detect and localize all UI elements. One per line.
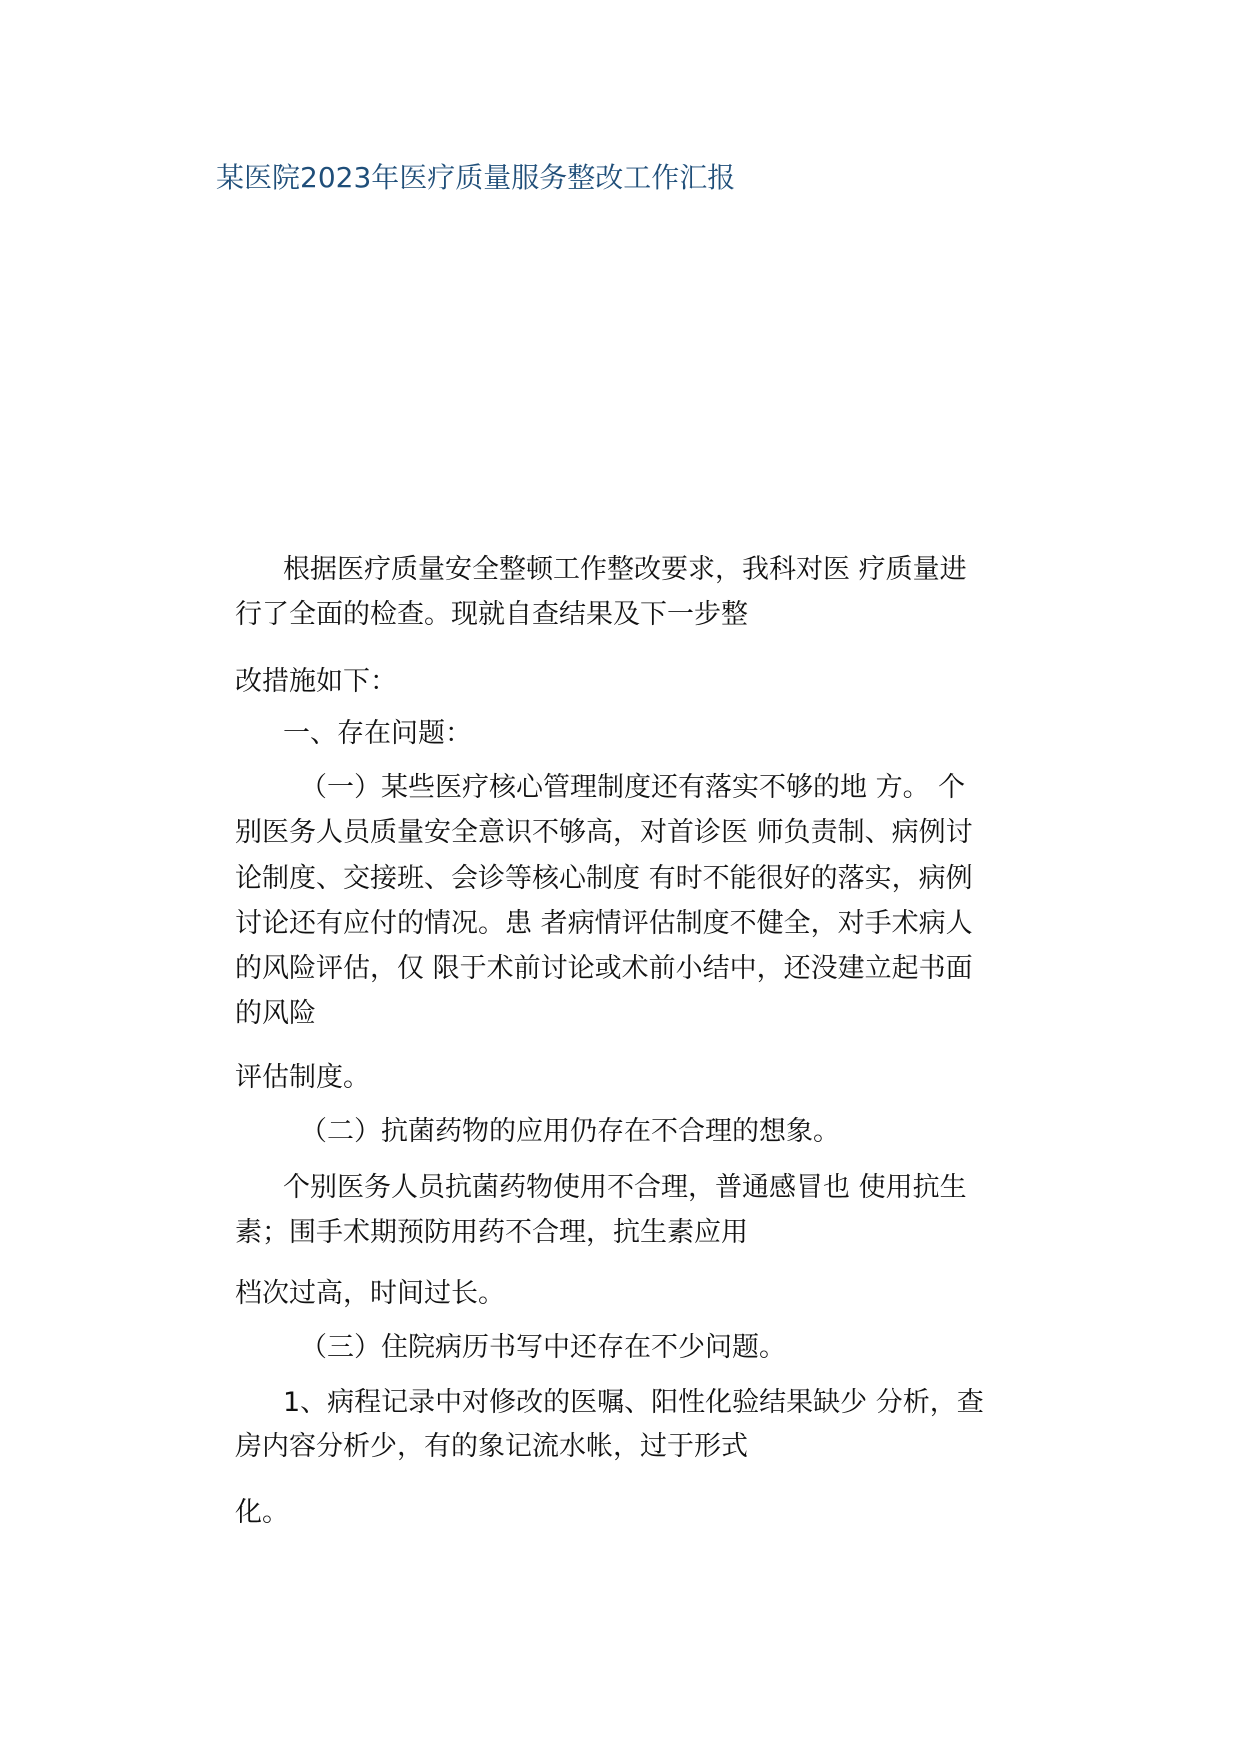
paragraph-line: 根据医疗质量安全整顿工作整改要求，我科对医 疗质量进 (283, 554, 967, 585)
paragraph-line: 的风险评估，仅 限于术前讨论或术前小结中，还没建立起书面 (235, 953, 973, 984)
subsection-heading: （二）抗菌药物的应用仍存在不合理的想象。 (300, 1116, 840, 1147)
paragraph-line: 论制度、交接班、会诊等核心制度 有时不能很好的落实，病例 (235, 863, 973, 894)
paragraph-line: 别医务人员质量安全意识不够高，对首诊医 师负责制、病例讨 (235, 817, 973, 848)
paragraph-line: 1、病程记录中对修改的医嘱、阳性化验结果缺少 分析，查 (283, 1387, 984, 1418)
subsection-heading: （一）某些医疗核心管理制度还有落实不够的地 方。 个 (300, 772, 966, 803)
paragraph-line: 素；围手术期预防用药不合理，抗生素应用 (235, 1217, 748, 1248)
subsection-heading: （三）住院病历书写中还存在不少问题。 (300, 1332, 786, 1363)
paragraph-line: 的风险 (235, 998, 316, 1029)
paragraph-line: 化。 (235, 1497, 289, 1528)
paragraph-line: 行了全面的检查。现就自查结果及下一步整 (235, 599, 748, 630)
section-heading: 一、存在问题： (283, 718, 472, 749)
paragraph-line: 讨论还有应付的情况。患 者病情评估制度不健全，对手术病人 (235, 908, 973, 939)
paragraph-line: 档次过高，时间过长。 (235, 1278, 505, 1309)
paragraph-line: 房内容分析少，有的象记流水帐，过于形式 (235, 1431, 748, 1462)
paragraph-line: 改措施如下： (235, 666, 397, 697)
paragraph-line: 评估制度。 (235, 1062, 370, 1093)
document-title: 某医院2023年医疗质量服务整改工作汇报 (216, 161, 736, 194)
paragraph-line: 个别医务人员抗菌药物使用不合理，普通感冒也 使用抗生 (283, 1172, 967, 1203)
